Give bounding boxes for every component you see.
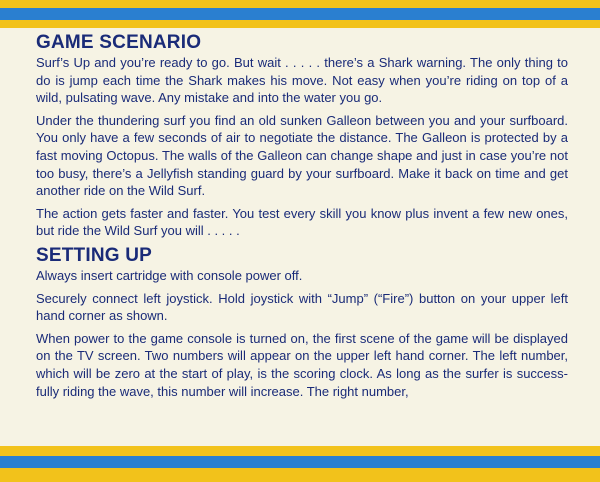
top-color-band — [0, 0, 600, 28]
top-blue-stripe — [0, 8, 600, 20]
setup-paragraph-2: Securely connect left joystick. Hold joystick with “Jump” (“Fire”) button on your upper left hand corner as shown. — [36, 290, 568, 324]
setup-paragraph-1: Always insert cartridge with console power off. — [36, 267, 303, 283]
bottom-blue-stripe — [0, 456, 600, 468]
setting-up-heading: SETTING UP — [36, 244, 153, 266]
setup-paragraph-3: When power to the game console is turned on, the first scene of the game will be displayed on the TV screen. Two numbers will appear on the upper left hand corner. The left number, which will be zero at the start of play, is the scoring clock. As long as the surfer is success-fully riding the wave, this number will increase. The right number, — [36, 330, 568, 399]
manual-page — [36, 32, 568, 405]
bottom-color-band — [0, 446, 600, 482]
scenario-paragraph-1: Surf’s Up and you’re ready to go. But wait . . . . . there’s a Shark warning. The only thing to do is jump each time the Shark makes his move. Not easy when you’re riding on top of a wild, pulsating wave. Any mistake and into the water you go. — [36, 55, 568, 106]
scenario-paragraph-3: The action gets faster and faster. You test every skill you know plus invent a few new ones, but ride the Wild Surf you will . . . . . — [36, 205, 568, 239]
game-scenario-heading: GAME SCENARIO — [36, 32, 202, 53]
scenario-paragraph-2: Under the thundering surf you find an old sunken Galleon between you and your surfboard. You only have a few seconds of air to negotiate the distance. The Galleon is protected by a fast moving Octopus. The walls of the Galleon can change shape and just in case you’re not too busy, there’s a Jellyfish standing guard by your surfboard. Make it back on time and get another ride on the Wild Surf. — [36, 112, 568, 199]
